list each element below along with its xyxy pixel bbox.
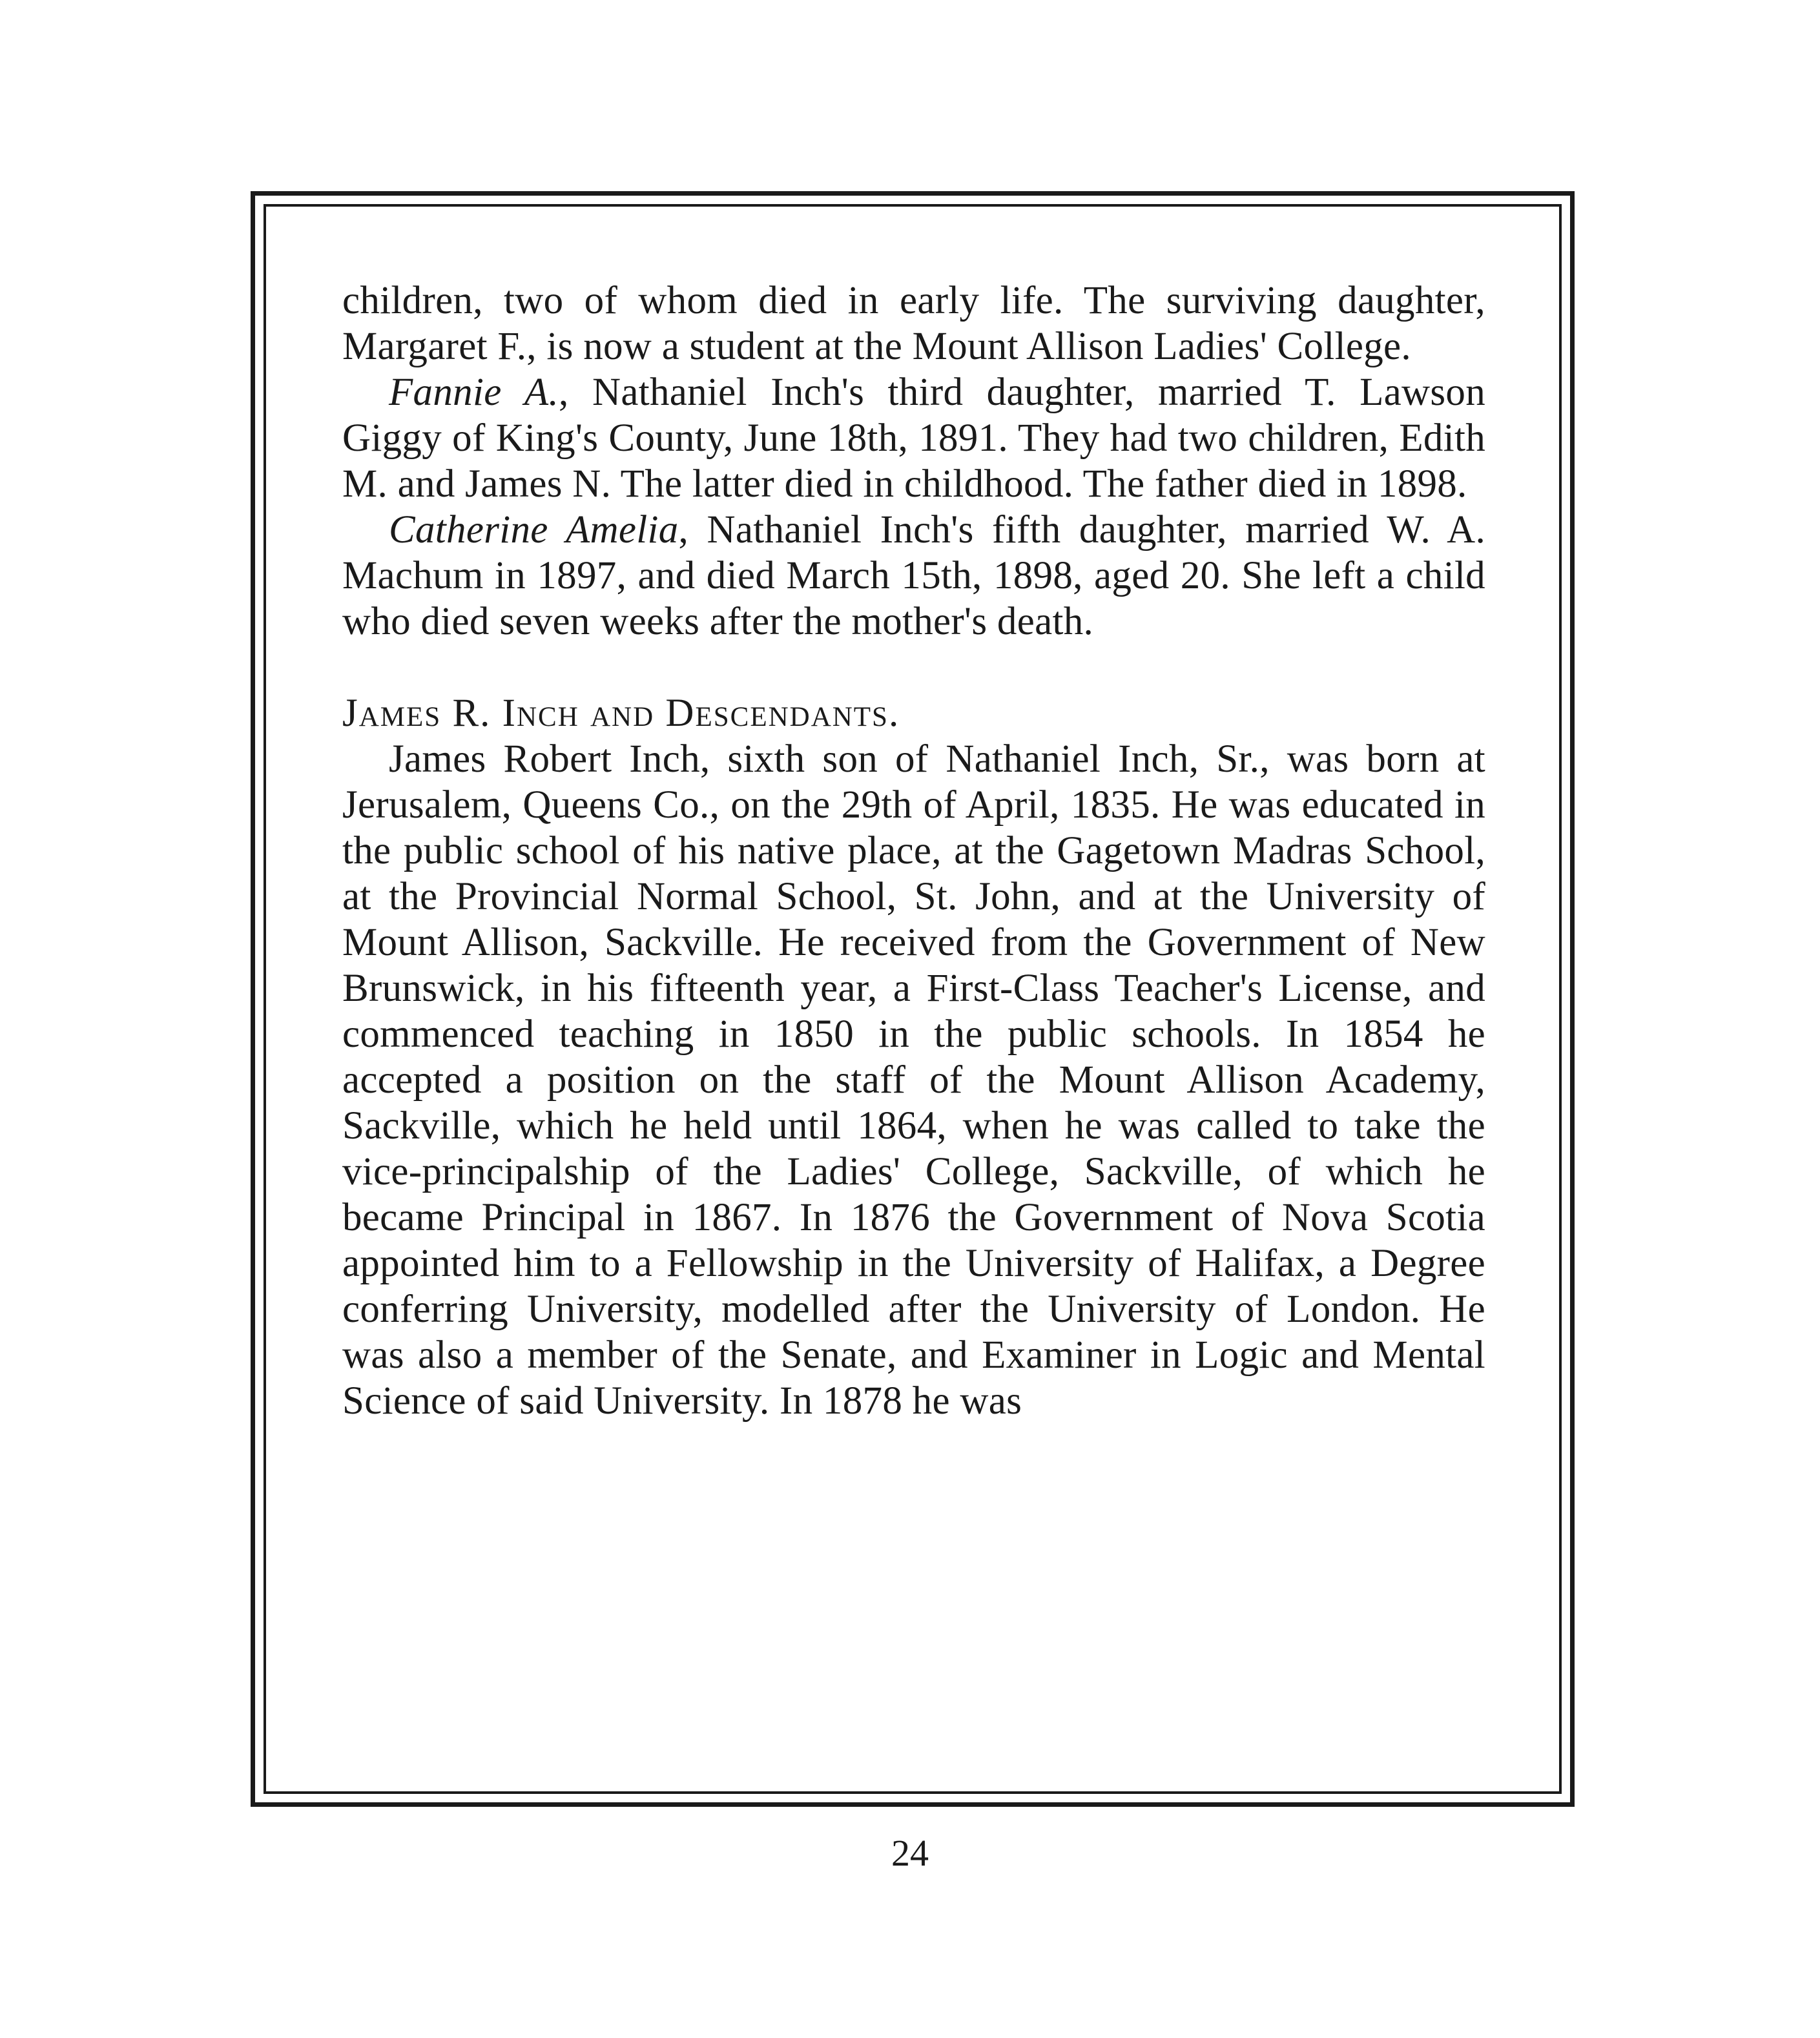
- person-name-catherine: Catherine Amelia: [389, 508, 679, 551]
- paragraph-fannie: [342, 369, 1485, 507]
- section-heading: James R. Inch and Descendants.: [342, 692, 900, 735]
- paragraph-catherine: [342, 507, 1485, 644]
- paragraph-james-biography: James Robert Inch, sixth son of Nathaniel Inch, Sr., was born at Jerusalem, Queens Co., on the 29th of April, 1835. He was educated in the public school of his native place, at the Gagetown Madras School, at the Provincial Normal School, St. John, and at the University of Mount Allison, Sackville. He received from the Government of New Brunswick, in his fifteenth year, a First-Class Teacher's License, and commenced teaching in 1850 in the public schools. In 1854 he accepted a position on the staff of the Mount Allison Academy, Sackville, which he held until 1864, when he was called to take the vice-principalship of the Ladies' College, Sackville, of which he became Principal in 1867. In 1876 the Government of Nova Scotia appointed him to a Fellowship in the University of Halifax, a Degree conferring University, modelled after the University of London. He was also a member of the Senate, and Examiner in Logic and Mental Science of said University. In 1878 he was: [342, 737, 1485, 1423]
- paragraph-fannie-text: , Nathaniel Inch's third daughter, married T. Lawson Giggy of King's County, June 18th, 1891. They had two children, Edith M. and James N. The latter died in childhood. The father died in 1898.: [342, 371, 1485, 506]
- paragraph-continuation: children, two of whom died in early life. The surviving daughter, Margaret F., is now a student at the Mount Allison Ladies' College.: [342, 279, 1485, 368]
- page-body: [342, 278, 1485, 1424]
- paragraph-catherine-text: , Nathaniel Inch's fifth daughter, married W. A. Machum in 1897, and died March 15th, 1898, aged 20. She left a child who died seven weeks after the mother's death.: [342, 508, 1486, 643]
- page-number: 24: [891, 1832, 929, 1874]
- person-name-fannie: Fannie A.: [389, 371, 559, 414]
